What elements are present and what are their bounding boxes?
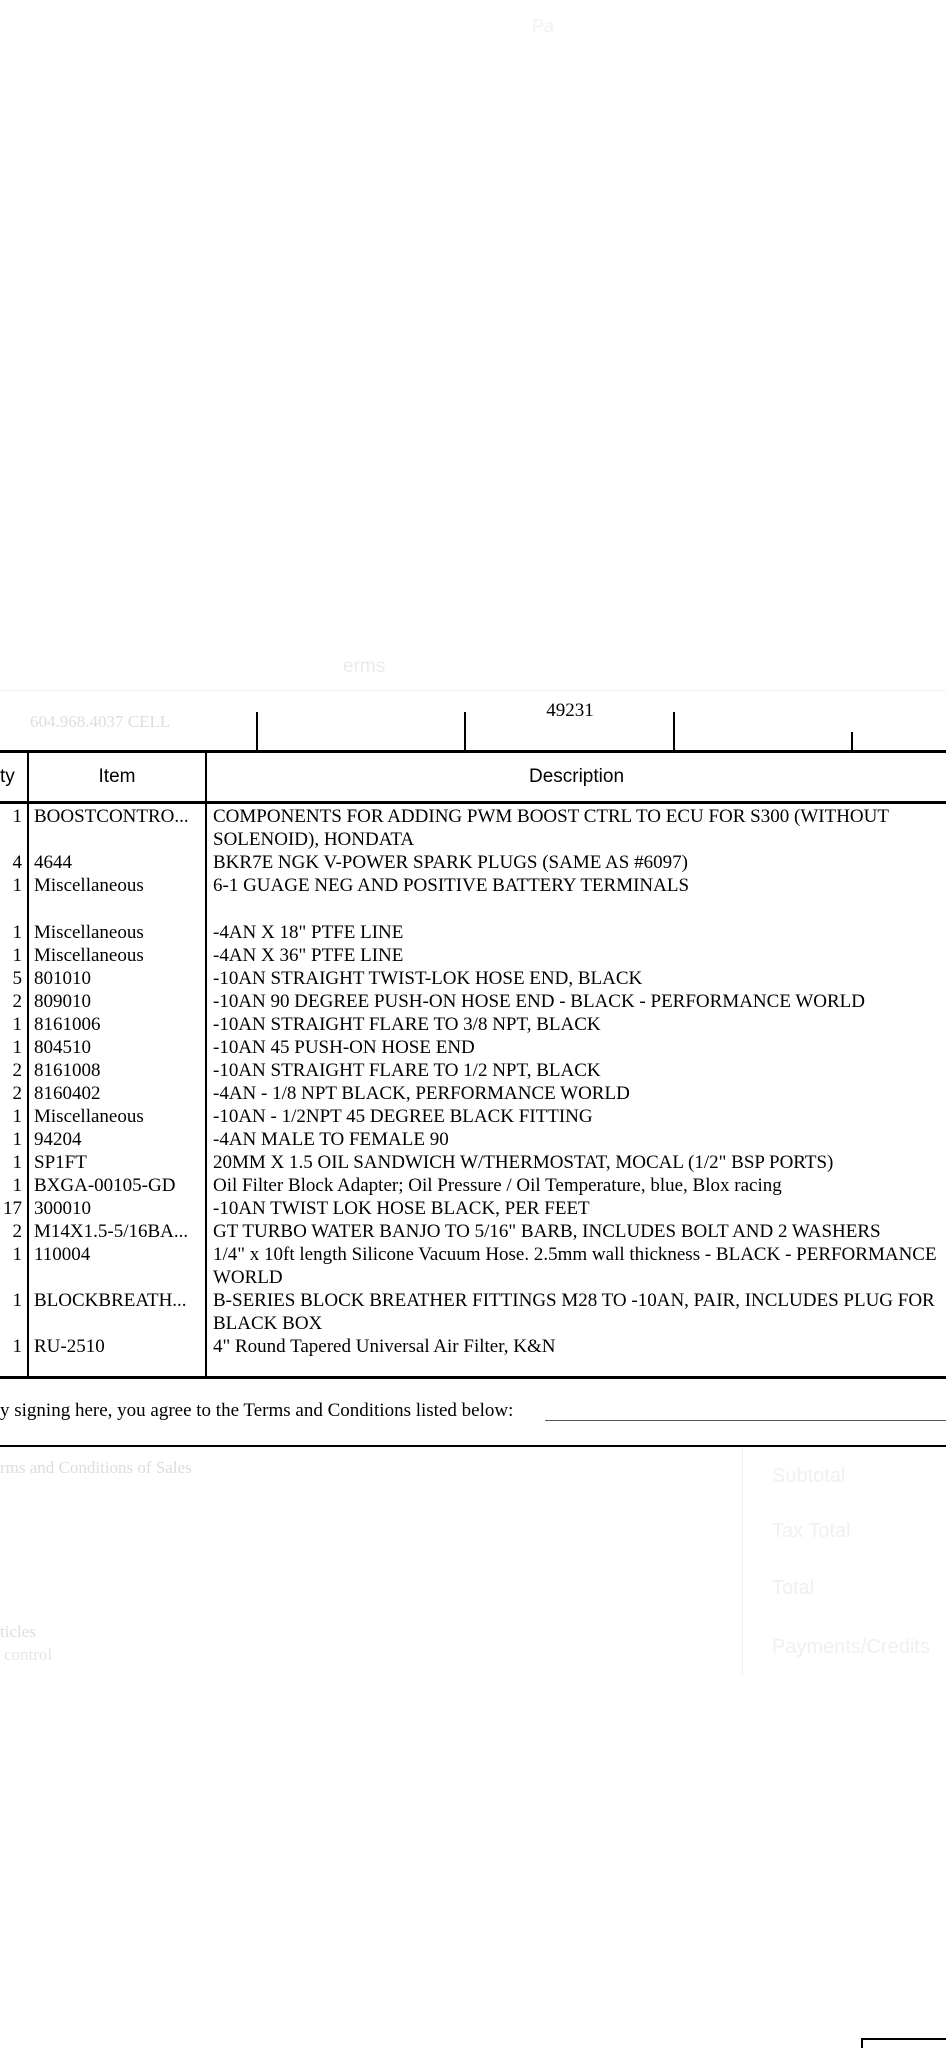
faint-total-label: Total: [772, 1577, 815, 1599]
description-cell: -10AN - 1/2NPT 45 DEGREE BLACK FITTING: [213, 1106, 593, 1127]
description-cell: -10AN STRAIGHT TWIST-LOK HOSE END, BLACK: [213, 968, 643, 989]
item-cell: 804510: [34, 1037, 91, 1058]
table-body: [0, 805, 946, 1358]
faint-control-text: control: [4, 1645, 53, 1664]
item-cell: Miscellaneous: [34, 945, 144, 966]
qty-cell: 1: [12, 1290, 22, 1311]
column-header-description: Description: [528, 766, 625, 787]
faint-terms-label: erms: [343, 656, 386, 677]
description-cell: 1/4" x 10ft length Silicone Vacuum Hose. 2.5mm wall thickness - BLACK - PERFORMANCE WORLD: [213, 1244, 937, 1288]
qty-cell: 2: [12, 991, 22, 1012]
item-cell: 8161006: [34, 1014, 101, 1035]
table-row: [0, 1013, 946, 1036]
table-row: [0, 967, 946, 990]
description-cell: Oil Filter Block Adapter; Oil Pressure / Oil Temperature, blue, Blox racing: [213, 1175, 782, 1196]
column-header-item: Item: [98, 766, 136, 787]
table-row: [0, 1289, 946, 1335]
item-cell: 300010: [34, 1198, 91, 1219]
table-row: [0, 1105, 946, 1128]
table-row: [0, 1197, 946, 1220]
qty-cell: 1: [12, 1014, 22, 1035]
item-cell: Miscellaneous: [34, 922, 144, 943]
item-cell: BXGA-00105-GD: [34, 1175, 176, 1196]
description-cell: -10AN TWIST LOK HOSE BLACK, PER FEET: [213, 1198, 590, 1219]
qty-cell: 2: [12, 1060, 22, 1081]
item-cell: Miscellaneous: [34, 1106, 144, 1127]
item-cell: 94204: [34, 1129, 82, 1150]
description-cell: GT TURBO WATER BANJO TO 5/16" BARB, INCLUDES BOLT AND 2 WASHERS: [213, 1221, 881, 1242]
faint-subtotal-label: Subtotal: [772, 1465, 846, 1487]
table-row: [0, 990, 946, 1013]
qty-cell: 1: [12, 1175, 22, 1196]
description-cell: -4AN X 36" PTFE LINE: [213, 945, 404, 966]
header-divider-1: [256, 712, 258, 752]
qty-cell: 1: [12, 875, 22, 896]
item-cell: BLOCKBREATH...: [34, 1290, 187, 1311]
qty-cell: 1: [12, 806, 22, 827]
description-cell: BKR7E NGK V-POWER SPARK PLUGS (SAME AS #6097): [213, 852, 688, 873]
item-cell: SP1FT: [34, 1152, 87, 1173]
column-header-qty: ty: [0, 766, 15, 787]
qty-cell: 1: [12, 1244, 22, 1265]
faint-payments-label: Payments/Credits: [772, 1636, 930, 1658]
table-row: [0, 921, 946, 944]
faint-terms-heading: rms and Conditions of Sales: [0, 1458, 192, 1477]
qty-cell: 4: [12, 852, 22, 873]
invoice-number: 49231: [546, 700, 594, 721]
description-cell: 4" Round Tapered Universal Air Filter, K&N: [213, 1336, 556, 1357]
signature-line[interactable]: [545, 1420, 946, 1421]
qty-cell: 1: [12, 1336, 22, 1357]
description-cell: -10AN 90 DEGREE PUSH-ON HOSE END - BLACK - PERFORMANCE WORLD: [213, 991, 865, 1012]
table-row: [0, 851, 946, 874]
description-cell: B-SERIES BLOCK BREATHER FITTINGS M28 TO -10AN, PAIR, INCLUDES PLUG FOR BLACK BOX: [213, 1290, 935, 1334]
qty-cell: 1: [12, 1152, 22, 1173]
table-bottom-border: [0, 1376, 946, 1379]
description-cell: 6-1 GUAGE NEG AND POSITIVE BATTERY TERMINALS: [213, 875, 690, 896]
table-row: [0, 1082, 946, 1105]
faint-header-text: Pa: [532, 16, 555, 36]
table-row: [0, 1335, 946, 1358]
table-row: [0, 805, 946, 851]
table-row: [0, 1128, 946, 1151]
table-row: [0, 1151, 946, 1174]
table-row: [0, 1059, 946, 1082]
header-divider-4: [851, 732, 853, 752]
header-box-top-line: [0, 690, 946, 691]
table-row: [0, 944, 946, 967]
item-cell: M14X1.5-5/16BA...: [34, 1221, 189, 1242]
item-cell: 8160402: [34, 1083, 101, 1104]
item-cell: 801010: [34, 968, 91, 989]
item-cell: 809010: [34, 991, 91, 1012]
description-cell: -10AN STRAIGHT FLARE TO 1/2 NPT, BLACK: [213, 1060, 601, 1081]
table-row: [0, 1220, 946, 1243]
description-cell: 20MM X 1.5 OIL SANDWICH W/THERMOSTAT, MOCAL (1/2" BSP PORTS): [213, 1152, 834, 1173]
table-row: [0, 1243, 946, 1289]
item-cell: Miscellaneous: [34, 875, 144, 896]
qty-cell: 5: [12, 968, 22, 989]
faint-tax-label: Tax Total: [772, 1520, 851, 1542]
table-row: [0, 1174, 946, 1197]
item-cell: BOOSTCONTRO...: [34, 806, 189, 827]
table-row: [0, 874, 946, 921]
qty-cell: 1: [12, 1129, 22, 1150]
qty-cell: 2: [12, 1083, 22, 1104]
signature-statement: y signing here, you agree to the Terms and Conditions listed below:: [0, 1400, 514, 1421]
description-cell: -10AN 45 PUSH-ON HOSE END: [213, 1037, 475, 1058]
description-cell: -4AN X 18" PTFE LINE: [213, 922, 404, 943]
qty-cell: 1: [12, 1037, 22, 1058]
qty-cell: 2: [12, 1221, 22, 1242]
description-cell: -4AN MALE TO FEMALE 90: [213, 1129, 449, 1150]
description-cell: -4AN - 1/8 NPT BLACK, PERFORMANCE WORLD: [213, 1083, 630, 1104]
qty-cell: 17: [3, 1198, 22, 1219]
qty-cell: 1: [12, 922, 22, 943]
faint-phone-text: 604.968.4037 CELL: [30, 712, 171, 731]
description-cell: COMPONENTS FOR ADDING PWM BOOST CTRL TO ECU FOR S300 (WITHOUT SOLENOID), HONDATA: [213, 806, 889, 850]
description-cell: -10AN STRAIGHT FLARE TO 3/8 NPT, BLACK: [213, 1014, 601, 1035]
item-cell: 8161008: [34, 1060, 101, 1081]
signature-section-bottom-border: [0, 1445, 946, 1447]
faint-ticles-text: ticles: [0, 1622, 36, 1641]
item-cell: 110004: [34, 1244, 91, 1265]
item-cell: RU-2510: [34, 1336, 105, 1357]
corner-box: [861, 2038, 946, 2048]
qty-cell: 1: [12, 945, 22, 966]
table-row: [0, 1036, 946, 1059]
item-cell: 4644: [34, 852, 72, 873]
qty-cell: 1: [12, 1106, 22, 1127]
